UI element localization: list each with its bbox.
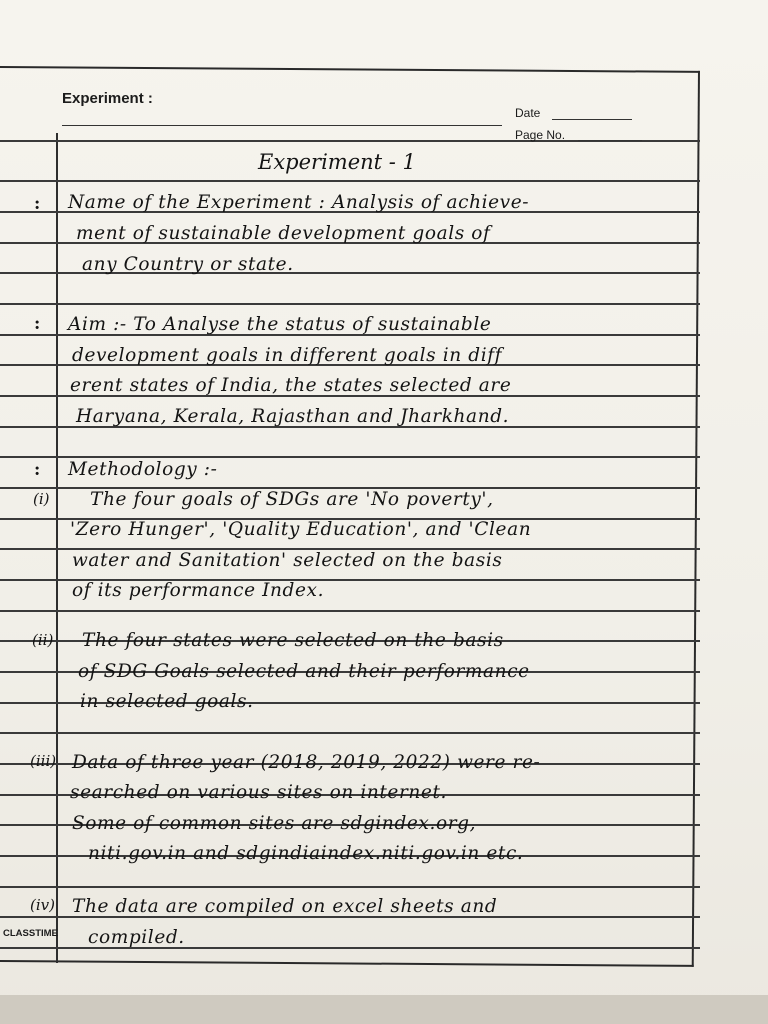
page-no-blank-line: [578, 140, 642, 141]
text-line: The four goals of SDGs are 'No poverty',: [90, 489, 494, 510]
rule-line: [0, 180, 700, 182]
item-number: (ii): [32, 631, 54, 649]
brand-logo: CLASSTIME: [3, 928, 58, 939]
text-line: compiled.: [88, 927, 185, 948]
item-number: (iv): [30, 896, 55, 914]
experiment-blank-line: [62, 125, 502, 126]
text-line: development goals in different goals in diff: [72, 345, 503, 366]
item-number: (i): [33, 490, 50, 508]
date-blank-line: [552, 119, 632, 120]
text-line: ment of sustainable development goals of: [76, 223, 491, 244]
bullet-marker: :: [34, 194, 41, 214]
rule-line: [0, 456, 700, 458]
page-title: Experiment - 1: [258, 150, 416, 174]
text-line: of its performance Index.: [72, 580, 325, 601]
text-line: Some of common sites are sdgindex.org,: [72, 813, 477, 834]
text-line: of SDG Goals selected and their performance: [78, 661, 530, 682]
bullet-marker: :: [34, 460, 41, 480]
text-line: The four states were selected on the basis: [82, 630, 504, 651]
text-line: The data are compiled on excel sheets and: [72, 896, 498, 917]
item-number: (iii): [30, 752, 57, 770]
text-line: Name of the Experiment : Analysis of achieve-: [68, 192, 530, 213]
text-line: 'Zero Hunger', 'Quality Education', and 'Clean: [70, 519, 532, 540]
experiment-label: Experiment :: [62, 90, 153, 107]
date-label: Date: [515, 106, 541, 120]
bullet-marker: :: [34, 314, 41, 334]
rule-line: [0, 732, 700, 734]
page-no-label: Page No.: [515, 128, 566, 142]
text-line: Haryana, Kerala, Rajasthan and Jharkhand.: [76, 406, 510, 427]
text-line: in selected goals.: [80, 691, 254, 712]
text-line: niti.gov.in and sdgindiaindex.niti.gov.in etc.: [88, 843, 524, 864]
text-line: searched on various sites on internet.: [70, 782, 448, 803]
rule-line: [0, 610, 700, 612]
text-line: water and Sanitation' selected on the basis: [72, 550, 503, 571]
rule-line: [0, 886, 700, 888]
text-line: any Country or state.: [82, 254, 294, 275]
text-line: Aim :- To Analyse the status of sustainable: [68, 314, 492, 335]
page-bottom-edge: [0, 995, 768, 1024]
text-line: Data of three year (2018, 2019, 2022) were re-: [72, 752, 541, 773]
methodology-heading: Methodology :-: [68, 459, 218, 480]
rule-line: [0, 303, 700, 305]
text-line: erent states of India, the states selected are: [70, 375, 512, 396]
